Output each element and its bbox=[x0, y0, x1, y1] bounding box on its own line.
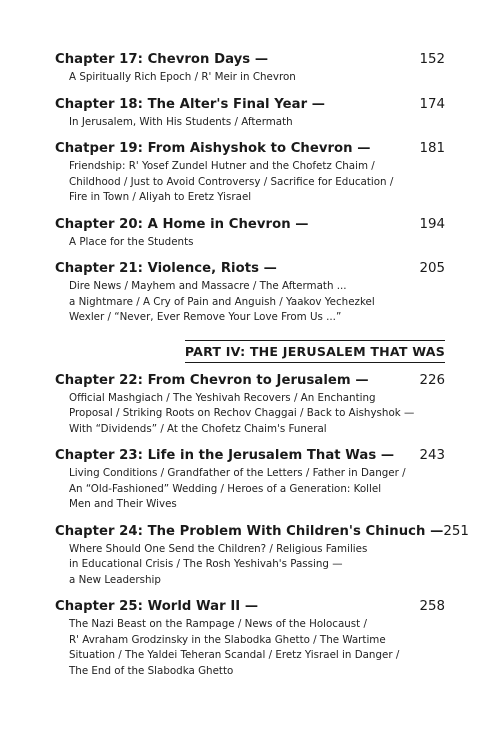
chapter-subtopics bbox=[55, 235, 445, 251]
chapter-line bbox=[55, 448, 445, 463]
page-number: 194 bbox=[419, 216, 445, 232]
toc-entry-chapter-21[interactable] bbox=[55, 261, 445, 326]
chapter-line bbox=[55, 261, 445, 276]
subtopic-line: The End of the Slabodka Ghetto bbox=[69, 664, 234, 677]
page-number: 243 bbox=[419, 448, 445, 463]
chapter-line bbox=[55, 141, 445, 156]
toc-entry-chapter-23[interactable] bbox=[55, 448, 445, 513]
chapter-title: Chatper 19: From Aishyshok to Chevron — bbox=[55, 141, 371, 156]
chapter-line bbox=[55, 217, 445, 232]
chapter-line bbox=[55, 52, 445, 67]
toc-entry-chapter-18[interactable] bbox=[55, 97, 445, 131]
chapter-title: Chapter 21: Violence, Riots — bbox=[55, 261, 277, 276]
chapter-subtopics bbox=[55, 279, 445, 326]
subtopic-line: Situation / The Yaldei Teheran Scandal / Eretz Yisrael in Danger / bbox=[69, 649, 400, 661]
subtopic-line: Friendship: R' Yosef Zundel Hutner and the Chofetz Chaim / bbox=[69, 160, 375, 172]
subtopic-line: Where Should One Send the Children? / Religious Families bbox=[69, 542, 368, 555]
subtopic-line: Childhood / Just to Avoid Controversy / Sacrifice for Education / bbox=[69, 175, 394, 188]
subtopic-line: Men and Their Wives bbox=[69, 498, 177, 510]
chapter-subtopics bbox=[55, 391, 445, 438]
subtopic-line: With “Dividends” / At the Chofetz Chaim's Funeral bbox=[69, 422, 327, 435]
toc-entry-chapter-17[interactable] bbox=[55, 52, 445, 86]
table-of-contents bbox=[55, 52, 469, 679]
chapter-line bbox=[55, 97, 445, 112]
subtopic-line: Dire News / Mayhem and Massacre / The Aftermath ... bbox=[69, 280, 347, 292]
chapter-title: Chapter 18: The Alter's Final Year — bbox=[55, 96, 326, 112]
chapter-line bbox=[55, 373, 445, 388]
chapter-subtopics bbox=[55, 617, 445, 679]
chapter-title: Chapter 24: The Problem With Children's Chinuch — bbox=[55, 523, 444, 539]
subtopic-line: A Spiritually Rich Epoch / R' Meir in Chevron bbox=[69, 71, 296, 83]
toc-entry-chapter-19[interactable] bbox=[55, 141, 445, 206]
page-number: 226 bbox=[419, 372, 445, 388]
chapter-title: Chapter 20: A Home in Chevron — bbox=[55, 216, 309, 232]
subtopic-line: An “Old-Fashioned” Wedding / Heroes of a Generation: Kollel bbox=[69, 482, 382, 495]
subtopic-line: a Nightmare / A Cry of Pain and Anguish / Yaakov Yechezkel bbox=[69, 295, 375, 308]
chapter-line bbox=[55, 599, 445, 614]
chapter-subtopics bbox=[55, 159, 445, 206]
chapter-title: Chapter 25: World War II — bbox=[55, 599, 259, 614]
subtopic-line: Official Mashgiach / The Yeshivah Recovers / An Enchanting bbox=[69, 391, 376, 404]
chapter-title: Chapter 22: From Chevron to Jerusalem — bbox=[55, 372, 369, 388]
page-number: 205 bbox=[419, 261, 445, 276]
subtopic-line: The Nazi Beast on the Rampage / News of the Holocaust / bbox=[69, 618, 367, 630]
page-number: 174 bbox=[419, 96, 445, 112]
subtopic-line: in Educational Crisis / The Rosh Yeshivah's Passing — bbox=[69, 558, 343, 570]
subtopic-line: A Place for the Students bbox=[69, 235, 194, 248]
subtopic-line: a New Leadership bbox=[69, 573, 161, 586]
subtopic-line: Proposal / Striking Roots on Rechov Chaggai / Back to Aishyshok — bbox=[69, 407, 415, 419]
toc-entry-chapter-24[interactable] bbox=[55, 523, 469, 589]
part-heading[interactable] bbox=[55, 340, 445, 363]
subtopic-line: In Jerusalem, With His Students / Aftermath bbox=[69, 115, 293, 128]
subtopic-line: Living Conditions / Grandfather of the Letters / Father in Danger / bbox=[69, 467, 406, 479]
chapter-subtopics bbox=[55, 115, 445, 131]
subtopic-line: Fire in Town / Aliyah to Eretz Yisrael bbox=[69, 191, 252, 203]
page-number: 251 bbox=[443, 523, 469, 539]
toc-entry-chapter-22[interactable] bbox=[55, 373, 445, 438]
page-number: 258 bbox=[419, 599, 445, 614]
chapter-subtopics bbox=[55, 466, 445, 513]
chapter-subtopics bbox=[55, 70, 445, 86]
subtopic-line: R' Avraham Grodzinsky in the Slabodka Ghetto / The Wartime bbox=[69, 633, 386, 646]
chapter-line bbox=[55, 523, 469, 539]
part-heading-text: PART IV: THE JERUSALEM THAT WAS bbox=[185, 340, 445, 363]
toc-entry-chapter-20[interactable] bbox=[55, 217, 445, 251]
page-number: 181 bbox=[419, 141, 445, 156]
chapter-title: Chapter 23: Life in the Jerusalem That Was — bbox=[55, 448, 395, 463]
subtopic-line: Wexler / “Never, Ever Remove Your Love From Us ...” bbox=[69, 311, 342, 323]
page-number: 152 bbox=[419, 52, 445, 67]
toc-entry-chapter-25[interactable] bbox=[55, 599, 445, 679]
chapter-subtopics bbox=[55, 542, 445, 589]
chapter-title: Chapter 17: Chevron Days — bbox=[55, 52, 269, 67]
